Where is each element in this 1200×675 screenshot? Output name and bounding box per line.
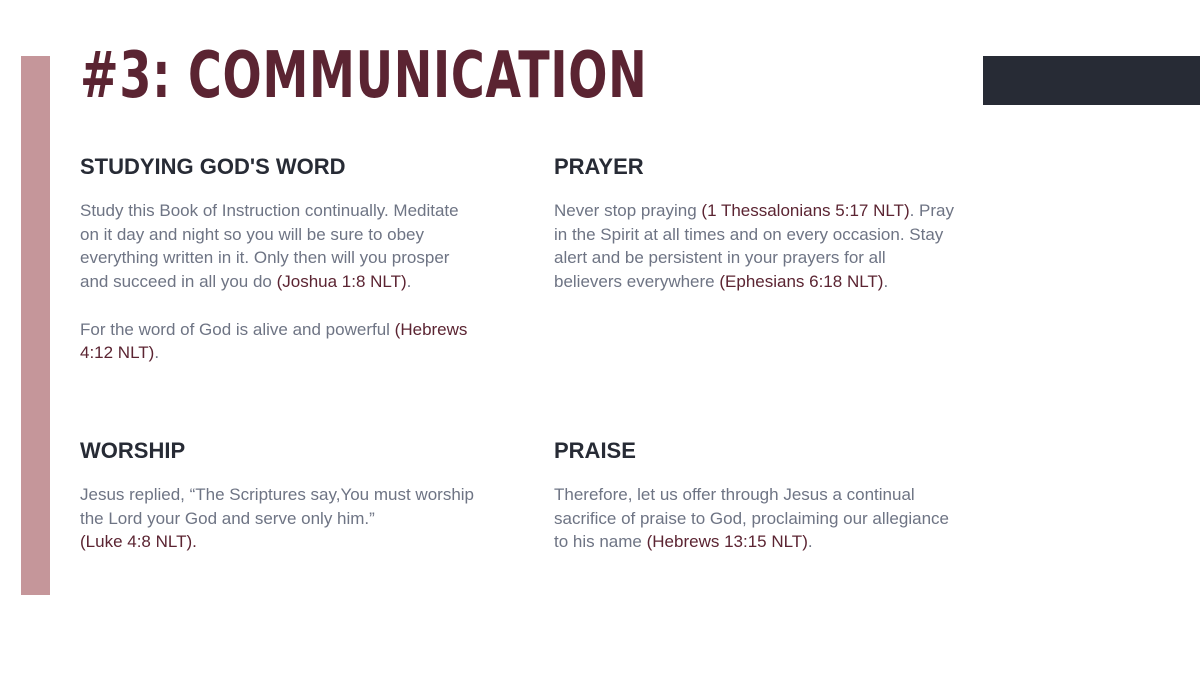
- section-body: [554, 199, 954, 294]
- paragraph-text: For the word of God is alive and powerful: [80, 319, 395, 339]
- section-heading: STUDYING GOD'S WORD: [80, 154, 346, 179]
- section-praise: [554, 437, 954, 554]
- punctuation: .: [807, 532, 813, 552]
- section-heading: PRAISE: [554, 438, 636, 463]
- paragraph: [554, 199, 954, 294]
- punctuation: .: [406, 272, 412, 292]
- section-prayer: [554, 153, 954, 294]
- paragraph: [80, 483, 480, 554]
- section-studying-gods-word: [80, 153, 480, 365]
- paragraph: [554, 483, 954, 554]
- paragraph-text: . Pray in the Spirit at all times and on every occasion. Stay alert and be persistent in your prayers for all believers everywhere: [554, 201, 955, 292]
- section-heading: PRAYER: [554, 154, 644, 179]
- scripture-reference: (1 Thessalonians 5:17 NLT): [701, 201, 910, 220]
- left-accent-bar: [21, 56, 50, 595]
- scripture-reference: (Joshua 1:8 NLT): [276, 272, 407, 292]
- scripture-reference: (Ephesians 6:18 NLT): [719, 272, 884, 292]
- section-body: [80, 199, 480, 365]
- scripture-reference: (Luke 4:8 NLT).: [80, 532, 197, 552]
- paragraph-text: Study this Book of Instruction continually. Meditate on it day and night so you will be sure to obey everything written in it. Only then will you prosper and succeed in all you do: [80, 201, 459, 292]
- section-worship: [80, 437, 480, 554]
- paragraph-text: Jesus replied, “The Scriptures say,You must worship the Lord your God and serve only him.”: [80, 485, 475, 528]
- section-body: [554, 483, 954, 554]
- punctuation: .: [154, 343, 160, 363]
- section-heading: WORSHIP: [80, 438, 186, 463]
- paragraph-text: Never stop praying: [554, 201, 702, 220]
- paragraph: [80, 318, 480, 365]
- paragraph-text: Therefore, let us offer through Jesus a continual sacrifice of praise to God, proclaiming our allegiance to his name: [554, 485, 949, 552]
- paragraph: [80, 199, 480, 294]
- scripture-reference: (Hebrews 4:12 NLT): [80, 319, 468, 363]
- punctuation: .: [883, 272, 889, 292]
- slide-title: #3: COMMUNICATION: [80, 39, 648, 113]
- section-body: [80, 483, 480, 554]
- scripture-reference: (Hebrews 13:15 NLT): [646, 532, 808, 552]
- top-right-dark-block: [983, 56, 1200, 105]
